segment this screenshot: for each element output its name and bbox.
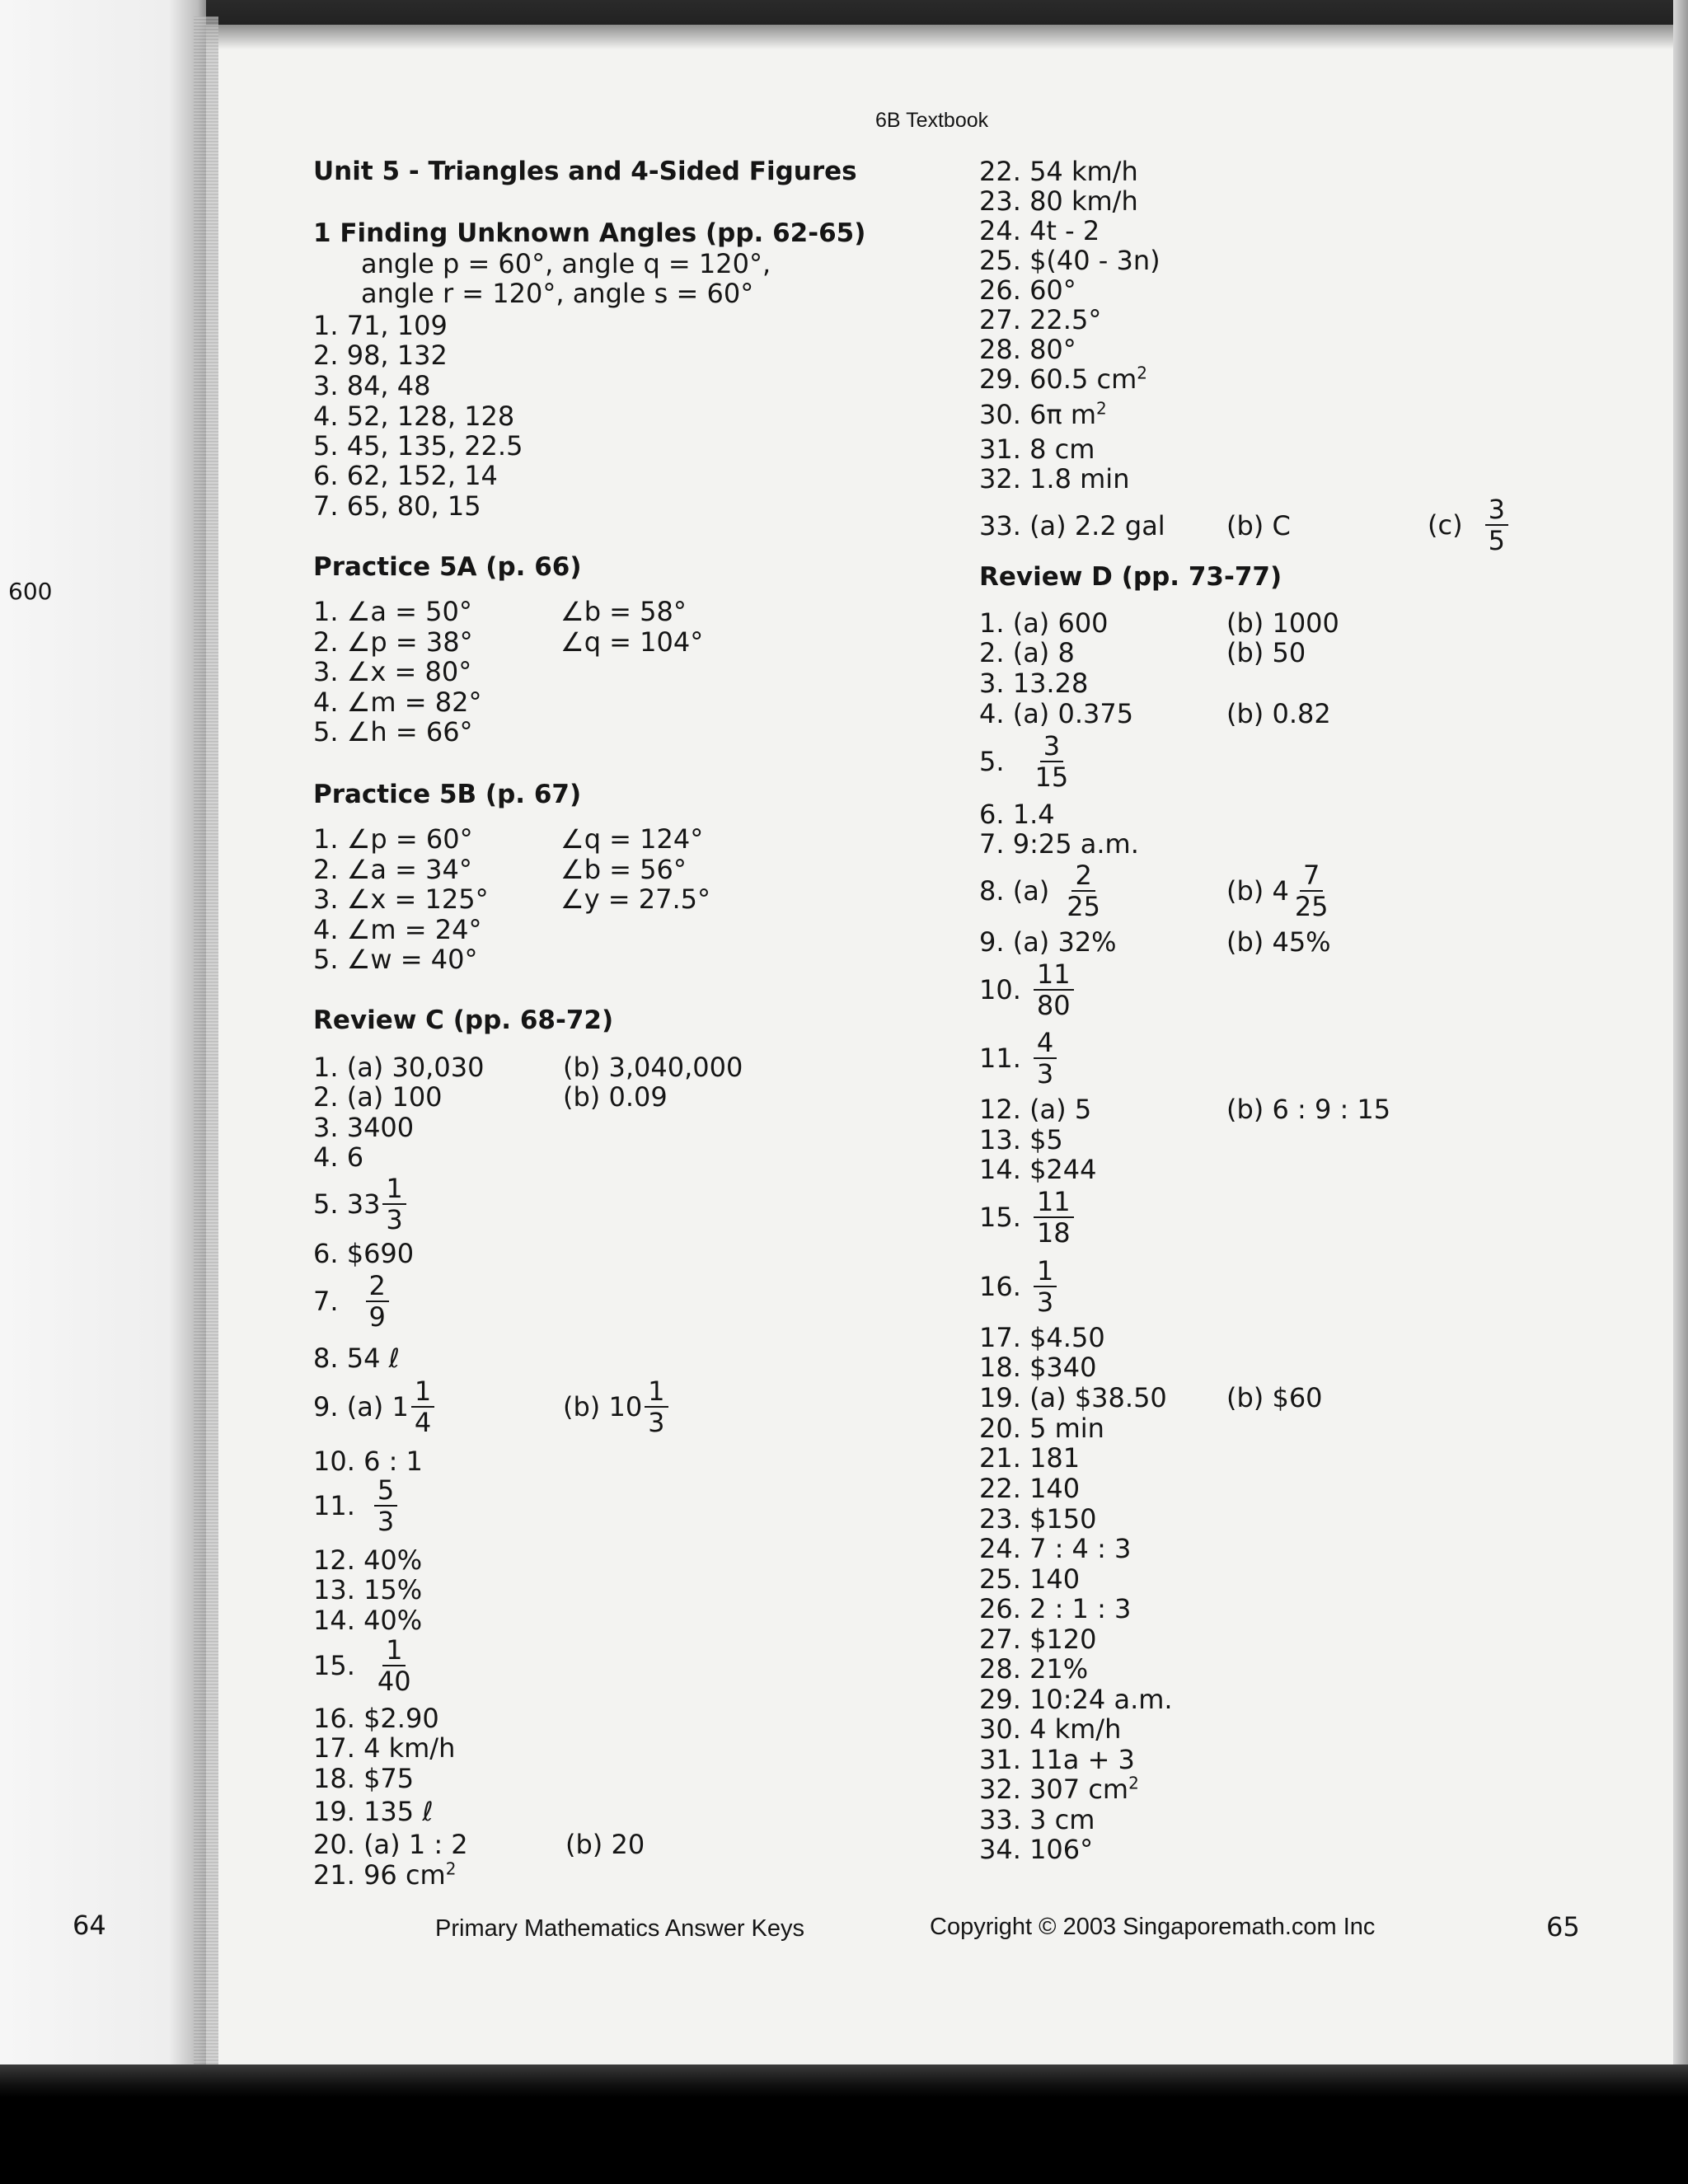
fraction: $\frac{4}{3}$ bbox=[1034, 1028, 1057, 1089]
answer-line: ∠q = 104° bbox=[560, 626, 704, 658]
answer-line: 8. 54 ℓ bbox=[313, 1343, 400, 1374]
answer-line: 29. 10:24 a.m. bbox=[979, 1684, 1173, 1715]
section-title: Practice 5B (p. 67) bbox=[313, 780, 582, 809]
answer-line: 14. 40% bbox=[313, 1605, 423, 1636]
answer-line: (b) 10 $\frac{1}{3}$ bbox=[563, 1376, 668, 1437]
answer-line: 7. 9:25 a.m. bbox=[979, 828, 1139, 860]
answer-line: 5. ∠h = 66° bbox=[313, 716, 473, 748]
answer-line: 16. $2.90 bbox=[313, 1703, 439, 1734]
answer-line: 12. (a) 5 bbox=[979, 1094, 1092, 1125]
answer-line: 3. ∠x = 125° bbox=[313, 883, 489, 915]
answer-line: 23. $150 bbox=[979, 1503, 1097, 1535]
answer-line: (b) 0.82 bbox=[1226, 698, 1331, 729]
fraction: $\frac{7}{25}$ bbox=[1294, 860, 1329, 922]
answer-line: 10. 6 : 1 bbox=[313, 1446, 423, 1477]
book-binding bbox=[194, 16, 218, 2077]
answer-line: 3. 3400 bbox=[313, 1112, 415, 1143]
answer-line: 6. 62, 152, 14 bbox=[313, 460, 498, 491]
answer-line: 31. 8 cm bbox=[979, 434, 1095, 465]
answer-line: 2. (a) 8 bbox=[979, 637, 1075, 668]
answer-line: 1. (a) 600 bbox=[979, 607, 1109, 639]
answer-line: 9. (a) 1 $\frac{1}{4}$ bbox=[313, 1376, 434, 1437]
fraction: $\frac{11}{18}$ bbox=[1034, 1187, 1074, 1248]
answer-line: (b) 3,040,000 bbox=[563, 1052, 743, 1083]
answer-line: 29. 60.5 $cm^2$ bbox=[979, 363, 1147, 395]
intro-line: angle r = 120°, angle s = 60° bbox=[361, 278, 754, 309]
answer-line: 1. 71, 109 bbox=[313, 310, 448, 341]
section-title: Review D (pp. 73-77) bbox=[979, 562, 1282, 592]
answer-line: 5. 45, 135, 22.5 bbox=[313, 430, 523, 462]
answer-line: 23. 80 km/h bbox=[979, 185, 1138, 217]
answer-line: (c) $\frac{3}{5}$ bbox=[1428, 494, 1508, 555]
answer-line: ∠b = 56° bbox=[560, 854, 687, 885]
answer-line: 1. ∠a = 50° bbox=[313, 596, 472, 627]
scan-top-shadow bbox=[165, 0, 1688, 49]
answer-line: 4. (a) 0.375 bbox=[979, 698, 1134, 729]
answer-line: (b) 4 $\frac{7}{25}$ bbox=[1226, 860, 1332, 921]
section-title: Practice 5A (p. 66) bbox=[313, 552, 582, 582]
answer-line: 17. $4.50 bbox=[979, 1322, 1105, 1353]
fraction: $\frac{3}{5}$ bbox=[1485, 494, 1508, 555]
answer-line: 30. 4 km/h bbox=[979, 1713, 1122, 1745]
answer-line: 7. $\frac{2}{9}$ bbox=[313, 1271, 389, 1332]
fraction: $\frac{2}{25}$ bbox=[1067, 860, 1100, 922]
answer-line: 17. 4 km/h bbox=[313, 1732, 456, 1764]
scan-bottom-border bbox=[0, 2064, 1688, 2184]
answer-line: 3. 84, 48 bbox=[313, 370, 431, 401]
answer-line: (b) 20 bbox=[565, 1829, 645, 1860]
answer-line: 5. ∠w = 40° bbox=[313, 944, 478, 975]
answer-line: 28. 21% bbox=[979, 1653, 1089, 1685]
answer-line: 15. $\frac{1}{40}$ bbox=[313, 1635, 415, 1696]
answer-line: 4. ∠m = 24° bbox=[313, 914, 482, 945]
answer-line: ∠b = 58° bbox=[560, 596, 687, 627]
answer-line: 26. 2 : 1 : 3 bbox=[979, 1593, 1132, 1624]
answer-line: 20. (a) 1 : 2 bbox=[313, 1829, 468, 1860]
right-page-number: 65 bbox=[1546, 1911, 1580, 1943]
answer-line: 25. 140 bbox=[979, 1563, 1081, 1595]
answer-line: 6. 1.4 bbox=[979, 799, 1055, 830]
answer-line: 13. 15% bbox=[313, 1574, 423, 1605]
answer-line: 12. 40% bbox=[313, 1544, 423, 1576]
footer-title: Primary Mathematics Answer Keys bbox=[435, 1915, 805, 1942]
answer-line: 33. 3 cm bbox=[979, 1804, 1095, 1835]
answer-line: (b) $60 bbox=[1226, 1382, 1323, 1413]
answer-line: 19. 135 ℓ bbox=[313, 1796, 434, 1827]
answer-line: 8. (a) $\frac{2}{25}$ bbox=[979, 860, 1104, 921]
answer-line: 21. 181 bbox=[979, 1442, 1081, 1474]
answer-line: 1. (a) 30,030 bbox=[313, 1052, 485, 1083]
fraction: $\frac{1}{3}$ bbox=[645, 1376, 668, 1437]
answer-line: (b) C bbox=[1226, 510, 1291, 541]
answer-line: 9. (a) 32% bbox=[979, 926, 1117, 958]
answer-line: 22. 54 km/h bbox=[979, 156, 1138, 187]
answer-line: 2. ∠p = 38° bbox=[313, 626, 473, 658]
answer-line: 13. $5 bbox=[979, 1124, 1063, 1155]
answer-line: 3. 13.28 bbox=[979, 668, 1089, 699]
answer-line: (b) 0.09 bbox=[563, 1081, 668, 1113]
answer-line: 14. $244 bbox=[979, 1154, 1097, 1185]
answer-line: 11. $\frac{5}{3}$ bbox=[313, 1475, 397, 1536]
answer-line: 3. ∠x = 80° bbox=[313, 656, 472, 687]
facing-page-edge bbox=[0, 0, 206, 2077]
fraction: $\frac{1}{3}$ bbox=[1034, 1256, 1057, 1317]
answer-line: 25. $(40 - 3n) bbox=[979, 245, 1160, 276]
answer-line: ∠q = 124° bbox=[560, 823, 704, 855]
answer-line: (b) 50 bbox=[1226, 637, 1306, 668]
answer-line: 11. $\frac{4}{3}$ bbox=[979, 1028, 1057, 1089]
answer-line: 21. 96 $cm^2$ bbox=[313, 1858, 457, 1891]
answer-line: 26. 60° bbox=[979, 274, 1076, 306]
answer-line: 5. $\frac{3}{15}$ bbox=[979, 731, 1071, 792]
running-header: 6B Textbook bbox=[875, 109, 989, 132]
answer-line: 19. (a) $38.50 bbox=[979, 1382, 1167, 1413]
answer-line: 20. 5 min bbox=[979, 1413, 1104, 1444]
answer-line: 34. 106° bbox=[979, 1834, 1094, 1865]
answer-line: 4. 52, 128, 128 bbox=[313, 401, 515, 432]
answer-line: 33. (a) 2.2 gal bbox=[979, 510, 1165, 541]
page-right-edge bbox=[1673, 0, 1688, 2077]
fraction: $\frac{1}{3}$ bbox=[382, 1174, 406, 1235]
answer-line: 4. ∠m = 82° bbox=[313, 687, 482, 718]
answer-line: 7. 65, 80, 15 bbox=[313, 490, 481, 522]
answer-line: 15. $\frac{11}{18}$ bbox=[979, 1187, 1074, 1248]
answer-line: 28. 80° bbox=[979, 334, 1076, 365]
unit-title: Unit 5 - Triangles and 4-Sided Figures bbox=[313, 157, 857, 186]
answer-line: 18. $75 bbox=[313, 1763, 415, 1794]
answer-line: 31. 11a + 3 bbox=[979, 1744, 1135, 1775]
fraction: $\frac{11}{80}$ bbox=[1034, 959, 1074, 1020]
answer-line: 5. 33 $\frac{1}{3}$ bbox=[313, 1174, 406, 1235]
answer-line: 27. $120 bbox=[979, 1624, 1097, 1655]
intro-line: angle p = 60°, angle q = 120°, bbox=[361, 248, 771, 279]
answer-line: 27. 22.5° bbox=[979, 304, 1102, 335]
fraction: $\frac{1}{4}$ bbox=[411, 1376, 434, 1437]
section-title: Review C (pp. 68-72) bbox=[313, 1005, 614, 1035]
answer-line: 18. $340 bbox=[979, 1352, 1097, 1383]
left-page-number: 64 bbox=[73, 1910, 106, 1941]
answer-line: 24. 7 : 4 : 3 bbox=[979, 1533, 1132, 1564]
answer-line: 32. 307 $cm^2$ bbox=[979, 1773, 1139, 1805]
answer-line: 22. 140 bbox=[979, 1473, 1081, 1504]
answer-line: 16. $\frac{1}{3}$ bbox=[979, 1256, 1057, 1317]
answer-line: 32. 1.8 min bbox=[979, 463, 1130, 494]
fraction: $\frac{2}{9}$ bbox=[366, 1271, 389, 1332]
margin-number: 600 bbox=[8, 578, 53, 605]
answer-line: 1. ∠p = 60° bbox=[313, 823, 473, 855]
answer-line: (b) 6 : 9 : 15 bbox=[1226, 1094, 1391, 1125]
answer-line: ∠y = 27.5° bbox=[560, 883, 711, 915]
answer-line: 2. ∠a = 34° bbox=[313, 854, 472, 885]
fraction: $\frac{3}{15}$ bbox=[1034, 730, 1069, 793]
answer-line: (b) 1000 bbox=[1226, 607, 1339, 639]
answer-line: 10. $\frac{11}{80}$ bbox=[979, 959, 1074, 1020]
footer-copyright: Copyright © 2003 Singaporemath.com Inc bbox=[930, 1914, 1376, 1940]
section-title: 1 Finding Unknown Angles (pp. 62-65) bbox=[313, 218, 866, 248]
answer-line: 2. (a) 100 bbox=[313, 1081, 443, 1113]
fraction: $\frac{5}{3}$ bbox=[374, 1475, 397, 1536]
answer-line: 4. 6 bbox=[313, 1141, 364, 1173]
fraction: $\frac{1}{40}$ bbox=[377, 1634, 411, 1697]
answer-line: 24. 4t - 2 bbox=[979, 215, 1100, 246]
answer-line: 6. $690 bbox=[313, 1238, 415, 1269]
answer-line: 2. 98, 132 bbox=[313, 340, 448, 371]
answer-line: 30. 6π $m^2$ bbox=[979, 398, 1107, 430]
answer-line: (b) 45% bbox=[1226, 926, 1331, 958]
